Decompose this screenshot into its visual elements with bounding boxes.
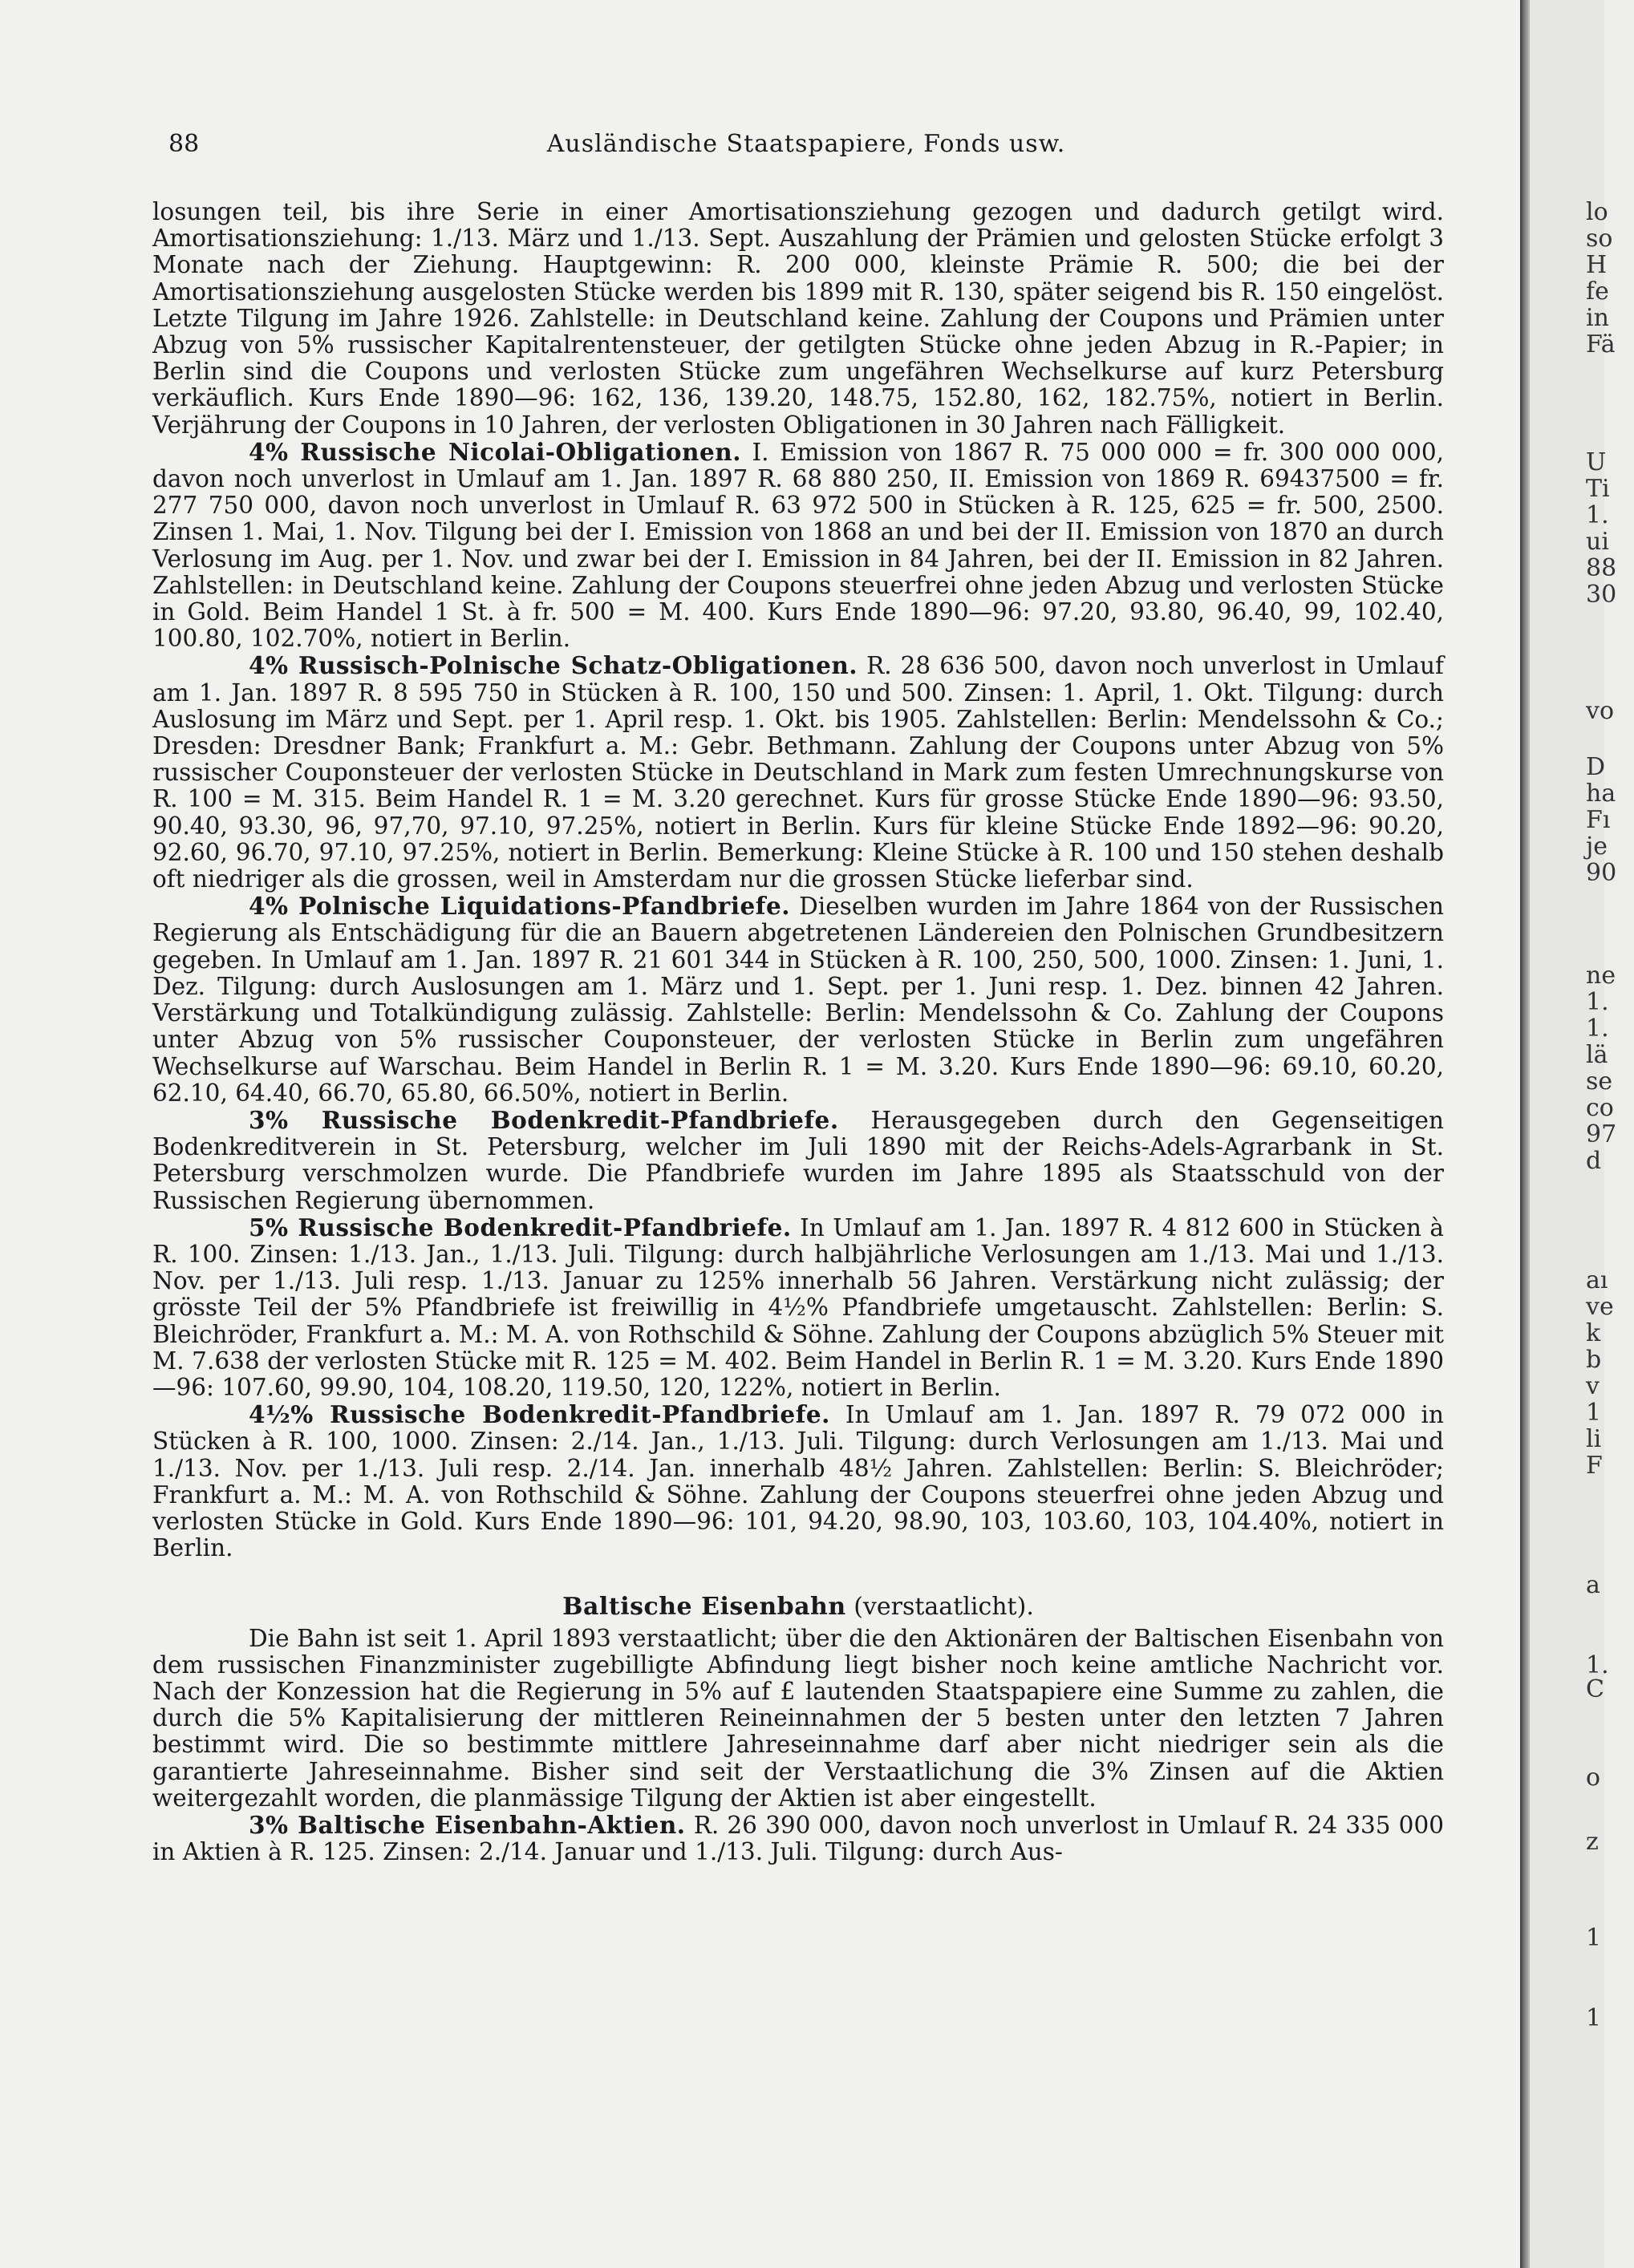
- page-header: [168, 130, 1444, 162]
- adjacent-page-fragment: k: [1586, 1319, 1601, 1347]
- adjacent-page-edge: [1530, 0, 1617, 2268]
- adjacent-page-fragment: D: [1586, 753, 1606, 781]
- book-gutter: [1520, 0, 1530, 2268]
- adjacent-page-fragment: li: [1586, 1425, 1602, 1453]
- adjacent-page-fragment: z: [1586, 1828, 1599, 1856]
- adjacent-page-fragment: d: [1586, 1147, 1602, 1175]
- entry-title: 4% Russische Nicolai-Obligationen.: [249, 437, 741, 466]
- adjacent-page-fragment: je: [1586, 832, 1608, 861]
- section-heading: Baltische Eisenbahn (verstaatlicht).: [562, 1593, 1034, 1622]
- adjacent-page-fragment: 1.: [1586, 501, 1609, 529]
- adjacent-page-fragment: U: [1586, 448, 1607, 476]
- entry-title: 4% Polnische Liquidations-Pfandbriefe.: [249, 892, 791, 921]
- adjacent-page-fragment: H: [1586, 251, 1608, 279]
- paragraph-continuation: losungen teil, bis ihre Serie in einer Amortisationsziehung gezogen und dadurch getilgt wird. Amortisationsziehung: 1./13. März und 1./13. Sept. Auszahlung der Prämien und gelosten Stücke erfolgt 3 Monate nach der Ziehung. Hauptgewinn: R. 200 000, kleinste Prämie R. 500; die bei der Amortisationsziehung ausgelosten Stücke werden bis 1899 mit R. 130, später seigend bis R. 150 eingelöst. Letzte Tilgung im Jahre 1926. Zahlstelle: in Deutschland keine. Zahlung der Coupons und Prämien unter Abzug von 5% russischer Kapitalrentensteuer, der getilgten Stücke ohne jeden Abzug in R.-Papier; in Berlin sind die Coupons und verlosten Stücke zum ungefähren Wechselkurse auf kurz Petersburg verkäuflich. Kurs Ende 1890—96: 162, 136, 139.20, 148.75, 152.80, 162, 182.75%, notiert in Berlin. Verjährung der Coupons in 10 Jahren, der verlosten Obligationen in 30 Jahren nach Fälligkeit.: [152, 198, 1444, 439]
- adjacent-page-fragment: aı: [1586, 1266, 1608, 1294]
- adjacent-page-fragment: 1.: [1586, 988, 1609, 1016]
- adjacent-page-fragment: ha: [1586, 780, 1616, 808]
- adjacent-page-fragment: 1.: [1586, 1015, 1609, 1043]
- adjacent-page-fragment: 97: [1586, 1120, 1617, 1148]
- entry-title: 5% Russische Bodenkredit-Pfandbriefe.: [249, 1213, 792, 1241]
- adjacent-page-fragment: co: [1586, 1094, 1614, 1122]
- adjacent-page-fragment: Fä: [1586, 330, 1616, 358]
- adjacent-page-fragment: b: [1586, 1346, 1602, 1374]
- adjacent-page-fragment: 1: [1586, 2004, 1602, 2032]
- adjacent-page-fragment: 30: [1586, 581, 1617, 609]
- paragraph-nicolai-obligationen: 4% Russische Nicolai-Obligationen. I. Emission von 1867 R. 75 000 000 = fr. 300 000 000, davon noch unverlost in Umlauf am 1. Jan. 1897 R. 68 880 250, II. Emission von 1869 R. 69437500 = fr. 277 750 000, davon noch unverlost in Umlauf R. 63 972 500 in Stücken à R. 125, 625 = fr. 500, 2500. Zinsen 1. Mai, 1. Nov. Tilgung bei der I. Emission von 1868 an und bei der II. Emission von 1870 an durch Verlosung im Aug. per 1. Nov. und zwar bei der I. Emission in 84 Jahren, bei der II. Emission in 82 Jahren. Zahlstellen: in Deutschland keine. Zahlung der Coupons steuerfrei ohne jeden Abzug und verlosten Stücke in Gold. Beim Handel 1 St. à fr. 500 = M. 400. Kurs Ende 1890—96: 97.20, 93.80, 96.40, 99, 102.40, 100.80, 102.70%, notiert in Berlin.: [152, 437, 1444, 653]
- paragraph-schatz-obligationen: 4% Russisch-Polnische Schatz-Obligationen. R. 28 636 500, davon noch unverlost in Umlauf am 1. Jan. 1897 R. 8 595 750 in Stücken à R. 100, 150 und 500. Zinsen: 1. April, 1. Okt. Tilgung: durch Auslosung im März und Sept. per 1. April resp. 1. Okt. bis 1905. Zahlstellen: Berlin: Mendelssohn & Co.; Dresden: Dresdner Bank; Frankfurt a. M.: Gebr. Bethmann. Zahlung der Coupons unter Abzug von 5% russischer Couponsteuer der verlosten Stücke in Deutschland in Mark zum festen Umrechnungskurse von R. 100 = M. 315. Beim Handel R. 1 = M. 3.20 gerechnet. Kurs für grosse Stücke Ende 1890—96: 93.50, 90.40, 93.30, 96, 97,70, 97.10, 97.25%, notiert in Berlin. Kurs für kleine Stücke Ende 1892—96: 90.20, 92.60, 96.70, 97.10, 97.25%, notiert in Berlin. Bemerkung: Kleine Stücke à R. 100 und 150 stehen deshalb oft niedriger als die grossen, weil in Amsterdam nur die grossen Stücke lieferbar sind.: [152, 651, 1444, 893]
- entry-title: 4% Russisch-Polnische Schatz-Obligationen.: [249, 651, 858, 680]
- adjacent-page-fragment: vo: [1586, 697, 1615, 725]
- adjacent-page-fragment: o: [1586, 1764, 1601, 1792]
- adjacent-page-fragment: 88: [1586, 554, 1617, 582]
- paragraph-5pct-bodenkredit: 5% Russische Bodenkredit-Pfandbriefe. In Umlauf am 1. Jan. 1897 R. 4 812 600 in Stücken à R. 100. Zinsen: 1./13. Jan., 1./13. Juli. Tilgung: durch halbjährliche Verlosungen am 1./13. Mai und 1./13. Nov. per 1./13. Juli resp. 1./13. Januar zu 125% innerhalb 56 Jahren. Verstärkung nicht zulässig; der grösste Teil der 5% Pfandbriefe ist freiwillig in 4½% Pfandbriefe umgetauscht. Zahlstellen: Berlin: S. Bleichröder, Frankfurt a. M.: M. A. von Rothschild & Söhne. Zahlung der Coupons abzüglich 5% Steuer mit M. 7.638 der verlosten Stücke mit R. 125 = M. 402. Beim Handel in Berlin R. 1 = M. 3.20. Kurs Ende 1890—96: 107.60, 99.90, 104, 108.20, 119.50, 120, 122%, notiert in Berlin.: [152, 1213, 1444, 1401]
- adjacent-page-fragment: lo: [1586, 198, 1608, 226]
- adjacent-page-fragment: in: [1586, 304, 1609, 332]
- paragraph-baltische-intro: Die Bahn ist seit 1. April 1893 verstaatlicht; über die den Aktionären der Baltischen Eisenbahn von dem russischen Finanzminister zugebilligte Abfindung liegt bisher noch keine amtliche Nachricht vor. Nach der Konzession hat die Regierung in 5% auf £ lautenden Staatspapiere eine Summe zu zahlen, die durch die 5% Kapitalisierung der mittleren Reineinnahmen der 5 besten unter den letzten 7 Jahren bestimmt wird. Die so bestimmte mittlere Jahreseinnahme darf aber nicht niedriger sein als die garantierte Jahreseinnahme. Bisher sind seit der Verstaatlichung die 3% Zinsen auf die Aktien weitergezahlt worden, die planmässige Tilgung der Aktien ist aber eingestellt.: [152, 1624, 1444, 1812]
- entry-title: 3% Baltische Eisenbahn-Aktien.: [249, 1810, 686, 1839]
- paragraph-baltische-aktien: 3% Baltische Eisenbahn-Aktien. R. 26 390 000, davon noch unverlost in Umlauf R. 24 335 000 in Aktien à R. 125. Zinsen: 2./14. Januar und 1./13. Juli. Tilgung: durch Aus-: [152, 1810, 1444, 1866]
- adjacent-page-fragment: ne: [1586, 962, 1616, 990]
- adjacent-page-fragment: a: [1586, 1571, 1600, 1599]
- adjacent-page-fragment: Ti: [1586, 475, 1610, 503]
- adjacent-page-fragment: se: [1586, 1067, 1613, 1096]
- entry-title: 3% Russische Bodenkredit-Pfandbriefe.: [249, 1105, 839, 1134]
- adjacent-page-fragment: F: [1586, 1452, 1603, 1480]
- body-text: [152, 199, 1444, 1865]
- adjacent-page-fragment: 1.: [1586, 1651, 1609, 1679]
- adjacent-page-fragment: 90: [1586, 859, 1617, 887]
- adjacent-page-fragment: v: [1586, 1372, 1600, 1400]
- adjacent-page-fragment: fe: [1586, 277, 1609, 306]
- adjacent-page-fragment: so: [1586, 225, 1613, 253]
- adjacent-page-fragment: lä: [1586, 1041, 1608, 1069]
- adjacent-page-fragment: C: [1586, 1675, 1604, 1703]
- entry-title: 4½% Russische Bodenkredit-Pfandbriefe.: [249, 1400, 830, 1429]
- adjacent-page-fragment: Fı: [1586, 806, 1611, 834]
- adjacent-page-fragment: 1: [1586, 1399, 1602, 1427]
- running-title: Ausländische Staatspapiere, Fonds usw.: [546, 130, 1066, 158]
- adjacent-page-fragment: 1: [1586, 1924, 1602, 1952]
- paragraph-3pct-bodenkredit: 3% Russische Bodenkredit-Pfandbriefe. Herausgegeben durch den Gegenseitigen Bodenkreditverein in St. Petersburg, welcher im Juli 1890 mit der Reichs-Adels-Agrarbank in St. Petersburg verschmolzen wurde. Die Pfandbriefe wurden im Jahre 1895 als Staatsschuld von der Russischen Regierung übernommen.: [152, 1105, 1444, 1214]
- paragraph-4-5pct-bodenkredit: 4½% Russische Bodenkredit-Pfandbriefe. In Umlauf am 1. Jan. 1897 R. 79 072 000 in Stücken à R. 100, 1000. Zinsen: 2./14. Jan., 1./13. Juli. Tilgung: durch Verlosungen am 1./13. Mai und 1./13. Nov. per 1./13. Juli resp. 2./14. Jan. innerhalb 48½ Jahren. Zahlstellen: Berlin: S. Bleichröder; Frankfurt a. M.: M. A. von Rothschild & Söhne. Zahlung der Coupons steuerfrei ohne jeden Abzug und verlosten Stücke in Gold. Kurs Ende 1890—96: 101, 94.20, 98.90, 103, 103.60, 103, 104.40%, notiert in Berlin.: [152, 1400, 1444, 1562]
- paragraph-liquidations-pfandbriefe: 4% Polnische Liquidations-Pfandbriefe. Dieselben wurden im Jahre 1864 von der Russischen Regierung als Entschädigung für die an Bauern abgetretenen Ländereien den Polnischen Grundbesitzern gegeben. In Umlauf am 1. Jan. 1897 R. 21 601 344 in Stücken à R. 100, 250, 500, 1000. Zinsen: 1. Juni, 1. Dez. Tilgung: durch Auslosungen am 1. März und 1. Sept. per 1. Juni resp. 1. Dez. binnen 42 Jahren. Verstärkung und Totalkündigung zulässig. Zahlstelle: Berlin: Mendelssohn & Co. Zahlung der Coupons unter Abzug von 5% russischer Couponsteuer, der verlosten Stücke in Berlin zum ungefähren Wechselkurse auf Warschau. Beim Handel in Berlin R. 1 = M. 3.20. Kurs Ende 1890—96: 69.10, 60.20, 62.10, 64.40, 66.70, 65.80, 66.50%, notiert in Berlin.: [152, 892, 1444, 1107]
- page-number: 88: [168, 130, 200, 158]
- adjacent-page-fragment: ui: [1586, 528, 1609, 556]
- adjacent-page-fragment: ve: [1586, 1293, 1614, 1321]
